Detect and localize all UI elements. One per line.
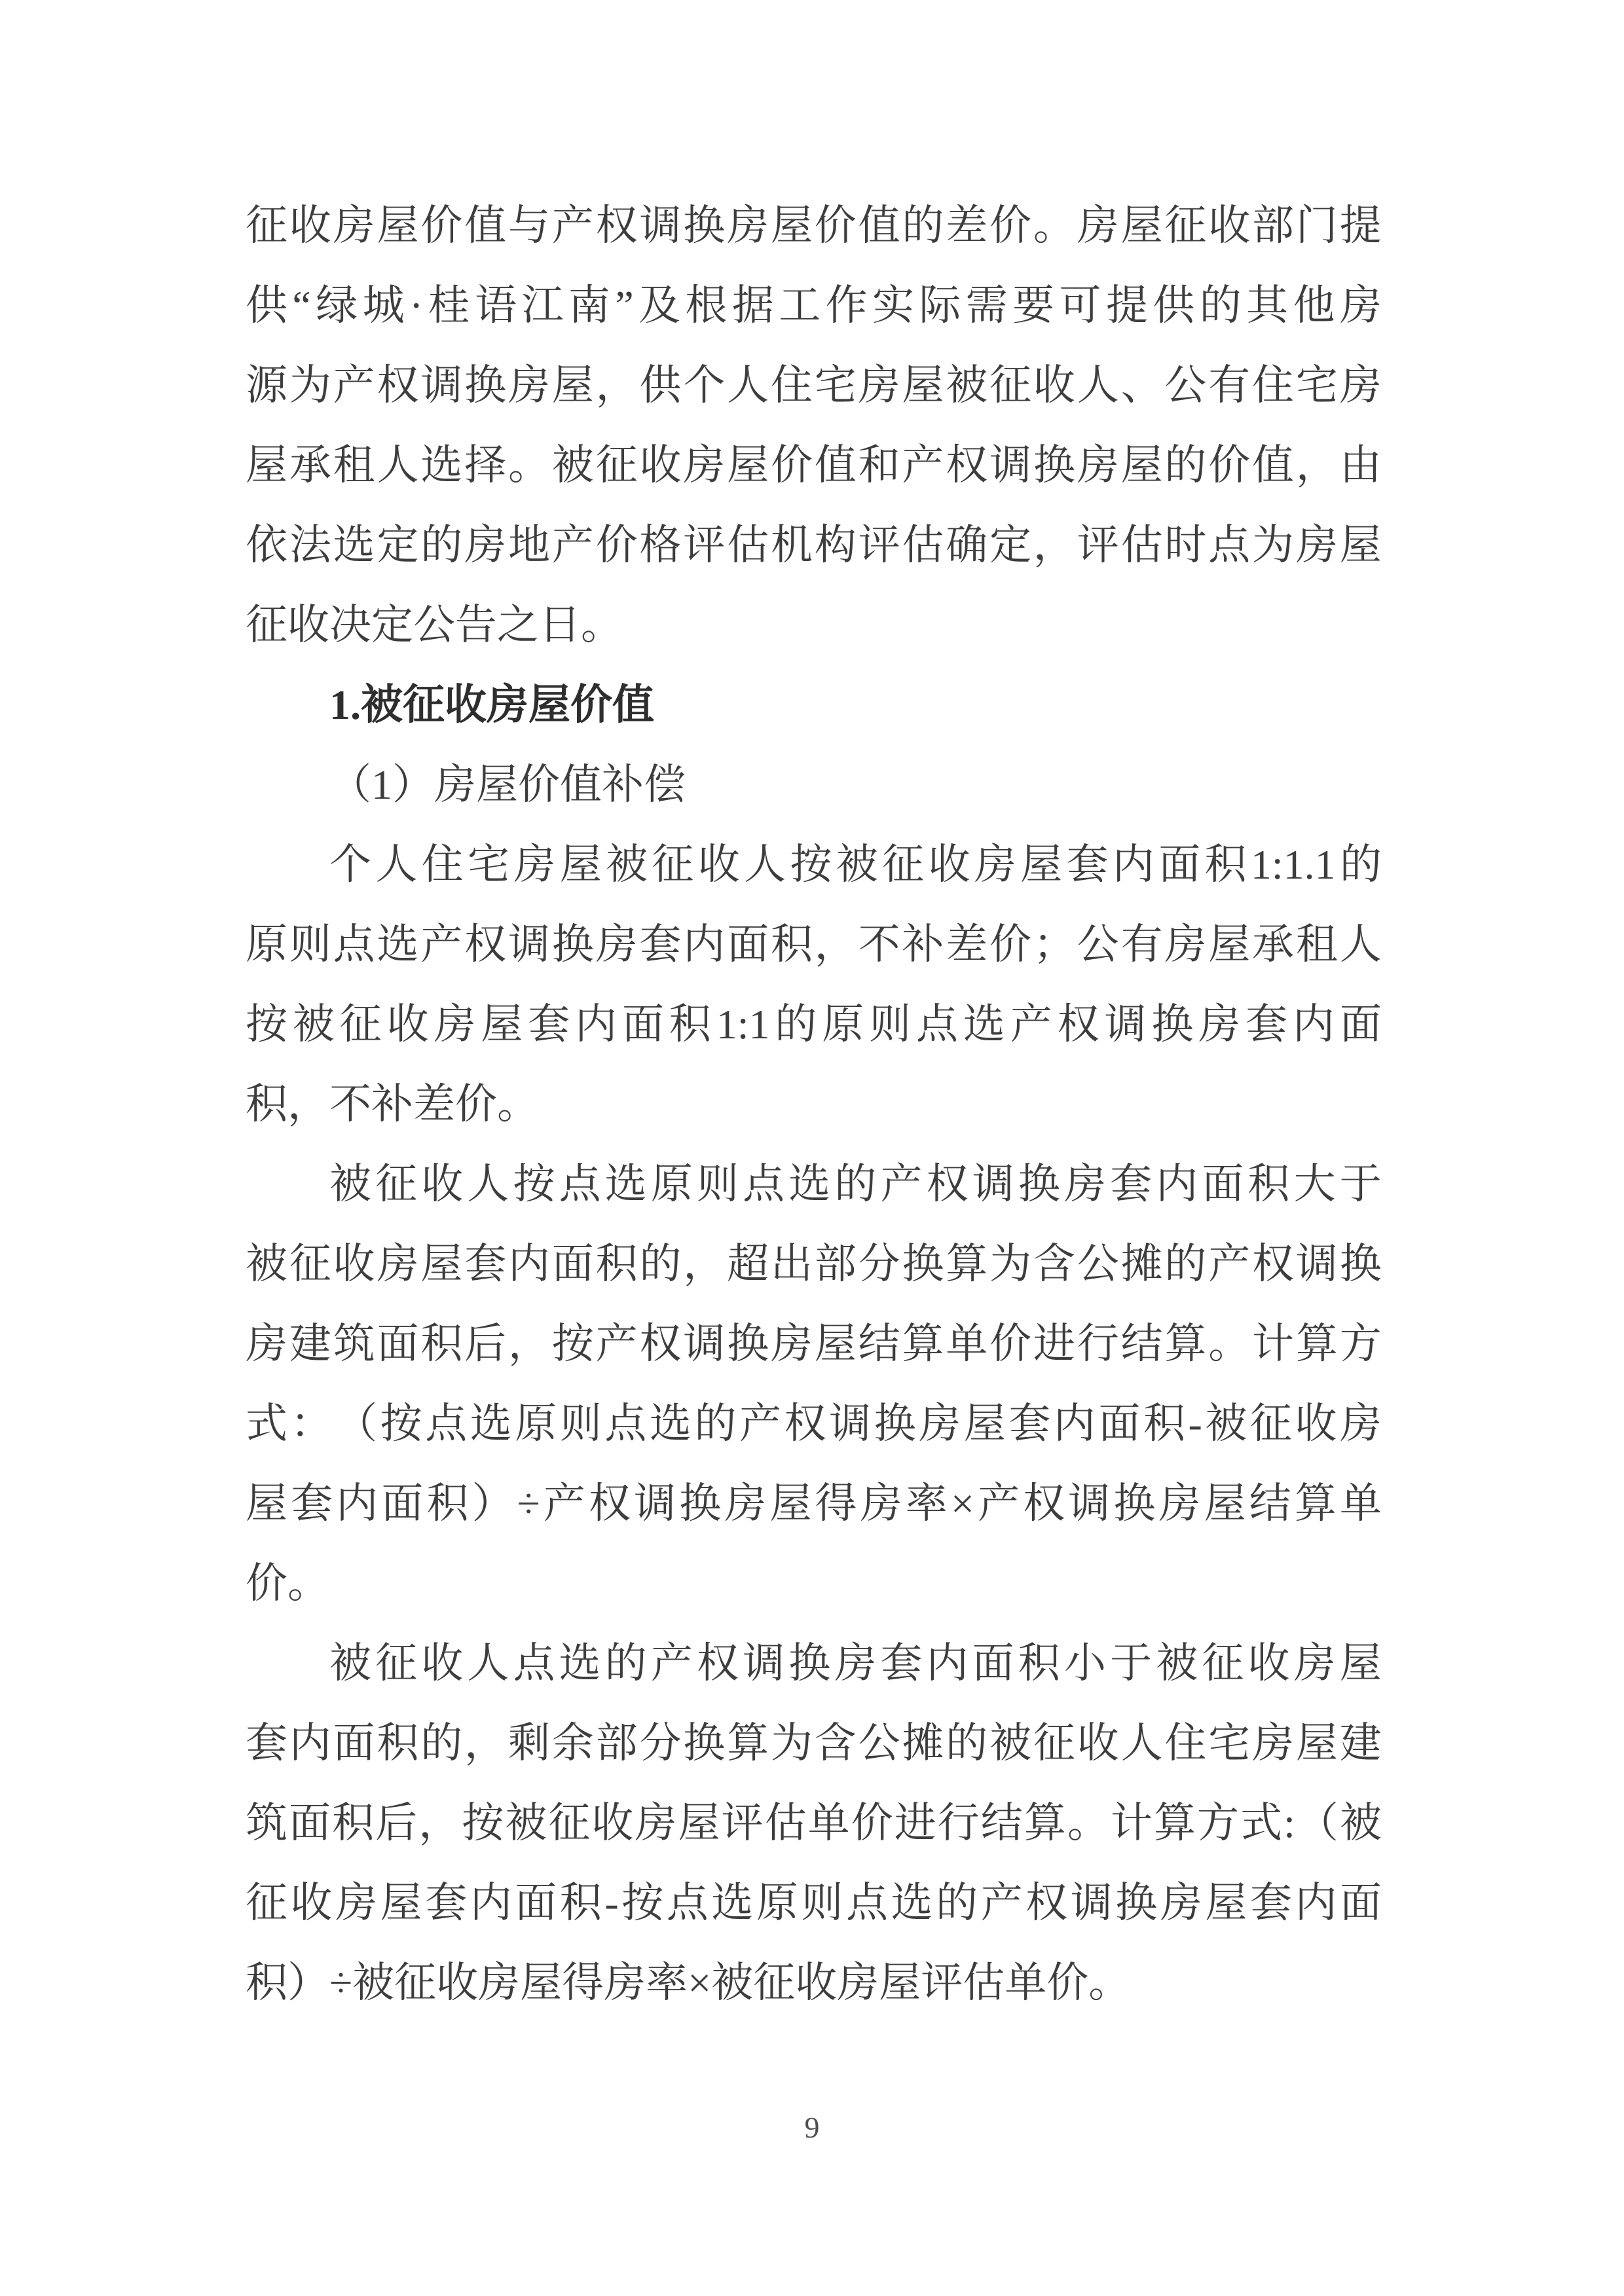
text-line: 被 征 收 房 屋 套 内 面 积 的 ， 超 出 部 分 换 算 为 含 公 摊 的 产 权 调 换: [246, 1241, 1382, 1287]
text-line: 按 被 征 收 房 屋 套 内 面 积 1:1 的 原 则 点 选 产 权 调 换 房 套 内 面: [246, 1001, 1382, 1048]
paragraph: [246, 1624, 1382, 2023]
text-line: 个 人 住 宅 房 屋 被 征 收 人 按 被 征 收 房 屋 套 内 面 积 1:1.1 的: [329, 841, 1382, 888]
paragraph: [246, 825, 1382, 1144]
text-line: 屋 承 租 人 选 择 。 被 征 收 房 屋 价 值 和 产 权 调 换 房 屋 的 价 值 ， 由: [246, 442, 1382, 488]
text-line: 源 为 产 权 调 换 房 屋 ， 供 个 人 住 宅 房 屋 被 征 收 人 、 公 有 住 宅 房: [246, 362, 1382, 409]
text-line: 房 建 筑 面 积 后 ， 按 产 权 调 换 房 屋 结 算 单 价 进 行 结 算 。 计 算 方: [246, 1321, 1382, 1367]
text-line: （1）房屋价值补偿: [329, 761, 686, 808]
paragraph: [246, 186, 1382, 665]
text-line: 1.被征收房屋价值: [329, 682, 654, 728]
section-heading: [246, 665, 1382, 745]
text-line: 依 法 选 定 的 房 地 产 价 格 评 估 机 构 评 估 确 定 ， 评 估 时 点 为 房 屋: [246, 522, 1382, 568]
page-number: 9: [804, 2111, 820, 2144]
document-content: [246, 186, 1382, 2023]
text-line: 筑 面 积 后 ， 按 被 征 收 房 屋 评 估 单 价 进 行 结 算 。 计 算 方 式 : （ 被: [246, 1800, 1382, 1846]
text-line: 供 “ 绿 城 · 桂 语 江 南 ” 及 根 据 工 作 实 际 需 要 可 提 供 的 其 他 房: [246, 282, 1382, 329]
text-line: 套 内 面 积 的 ， 剩 余 部 分 换 算 为 含 公 摊 的 被 征 收 人 住 宅 房 屋 建: [246, 1720, 1382, 1766]
text-line: 被 征 收 人 点 选 的 产 权 调 换 房 套 内 面 积 小 于 被 征 收 房 屋: [329, 1640, 1382, 1686]
text-line: 被 征 收 人 按 点 选 原 则 点 选 的 产 权 调 换 房 套 内 面 积 大 于: [329, 1161, 1382, 1207]
text-line: 积）÷被征收房屋得房率×被征收房屋评估单价。: [246, 1959, 1131, 2006]
text-line: 征收决定公告之日。: [246, 602, 623, 648]
text-line: 式 ： （ 按 点 选 原 则 点 选 的 产 权 调 换 房 屋 套 内 面 积 - 被 征 收 房: [246, 1400, 1382, 1447]
paragraph: [246, 745, 1382, 825]
text-line: 原 则 点 选 产 权 调 换 房 套 内 面 积 ， 不 补 差 价 ； 公 有 房 屋 承 租 人: [246, 921, 1382, 968]
text-line: 积，不补差价。: [246, 1081, 539, 1127]
text-line: 征 收 房 屋 价 值 与 产 权 调 换 房 屋 价 值 的 差 价 。 房 屋 征 收 部 门 提: [246, 202, 1382, 249]
text-line: 屋 套 内 面 积 ） ÷ 产 权 调 换 房 屋 得 房 率 × 产 权 调 换 房 屋 结 算 单: [246, 1480, 1382, 1527]
text-line: 价。: [246, 1560, 329, 1607]
text-line: 征 收 房 屋 套 内 面 积 - 按 点 选 原 则 点 选 的 产 权 调 换 房 屋 套 内 面: [246, 1880, 1382, 1926]
paragraph: [246, 1144, 1382, 1624]
